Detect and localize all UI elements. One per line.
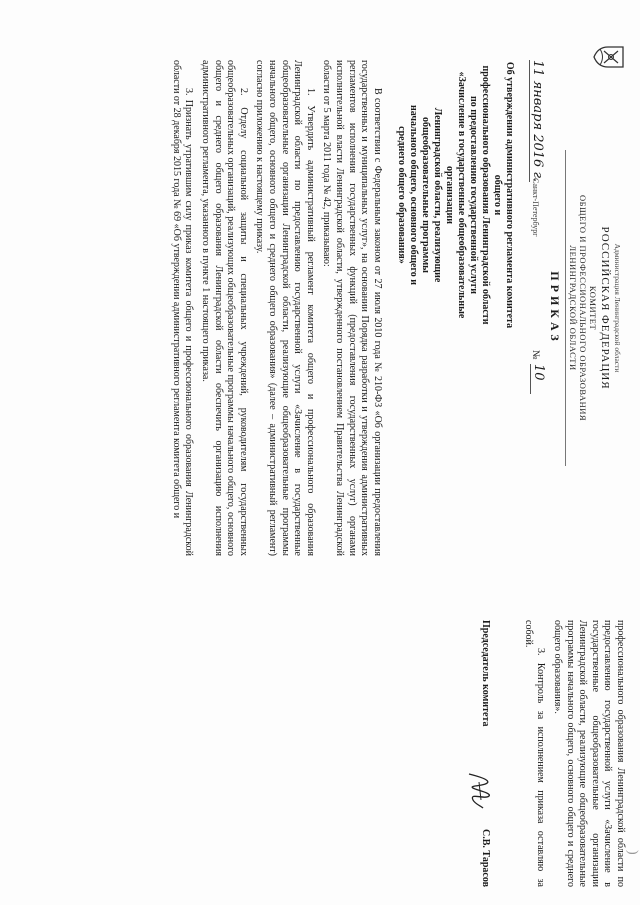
agency-line: Администрация Ленинградской области [613,243,622,373]
date-number-row [525,60,546,556]
signature-block [459,620,499,887]
title-line: по предоставлению государственной услуги [467,95,479,294]
issue-date: 11 января 2016 г. [529,60,545,183]
item-2-paragraph: 2. Отделу социальной защиты и специальных учреждений, руководителям государственных общеобразовательных организаций, реализующих общеобразовательные программы начального общего, основного общего и среднего общего образования Ленинградской области обеспечить организацию исполнения административного регламента, указанного в пункте 1 настоящего приказа. [200,60,249,556]
title-line: начального общего, основного общего и [407,104,419,286]
issue-place: Санкт-Петербург [530,178,540,237]
number-label: № [529,350,541,360]
header-divider [565,150,566,466]
document-title [395,60,515,330]
document-type: ПРИКАЗ [548,271,563,345]
item-1-paragraph: 1. Утвердить административный регламент комитета общего и профессионального образования Ленинградской области по предоставлению государственной услуги «Зачисление в государственные общеобразовательные организации Ленинградской области, реализующие общеобразовательные программы начального общего, основного общего и среднего общего образования» (далее – административный регламент) согласно приложению к настоящему приказу. [254,60,316,556]
preamble-paragraph: В соответствии с Федеральным законом от 27 июля 2010 года № 210-ФЗ «Об организации предоставления государственных и муниципальных услуг», на основании Порядка разработки и утверждения административных регламентов исполнения государственных функций (предоставления государственных услуг) органами исполнительной власти Ленинградской области, утвержденного постановлением Правительства Ленинградской области от 5 марта 2011 года № 42, приказываю: [321,60,383,556]
committee-line-2: ОБЩЕГО И ПРОФЕССИОНАЛЬНОГО ОБРАЗОВАНИЯ [578,194,589,422]
title-line: Ленинградской области, реализующие общеобразовательные программы [419,107,443,283]
title-line: «Зачисление в государственные общеобразовательные организации [443,71,467,319]
signatory-title: Председатель комитета [480,620,492,727]
handwritten-signature [459,770,499,810]
committee-line-1: КОМИТЕТ [588,285,599,331]
title-line: Об утверждении административного регламента комитета общего и [491,61,515,329]
issue-number: 10 [530,364,544,394]
coat-of-arms-icon [592,44,626,70]
signatory-name: С.В. Тарасов [480,829,492,887]
margin-mark: ) [625,850,640,855]
committee-line-3: ЛЕНИНГРАДСКОЙ ОБЛАСТИ [568,245,579,371]
title-line: среднего общего образования» [395,126,407,264]
item-3-paragraph: 3. Признать утратившим силу приказ комитета общего и профессионального образования Ленинградской области от 28 декабря 2015 года № 69 «Об утверждении административного регламента комитета общего и [170,60,195,556]
document-page-2 [0,600,640,905]
item-3-continuation: профессионального образования Ленинградской области по предоставлению государственной услуги «Зачисление в государственные общеобразовательные организации Ленинградской области, реализующие общеобразовательные программы начального общего, основного общего и среднего общего образования». [552,620,626,887]
country-heading: РОССИЙСКАЯ ФЕДЕРАЦИЯ [599,226,611,390]
item-4-paragraph: 3. Контроль за исполнением приказа оставляю за собой. [522,620,547,887]
title-line: профессионального образования Ленинградской области [479,65,491,325]
